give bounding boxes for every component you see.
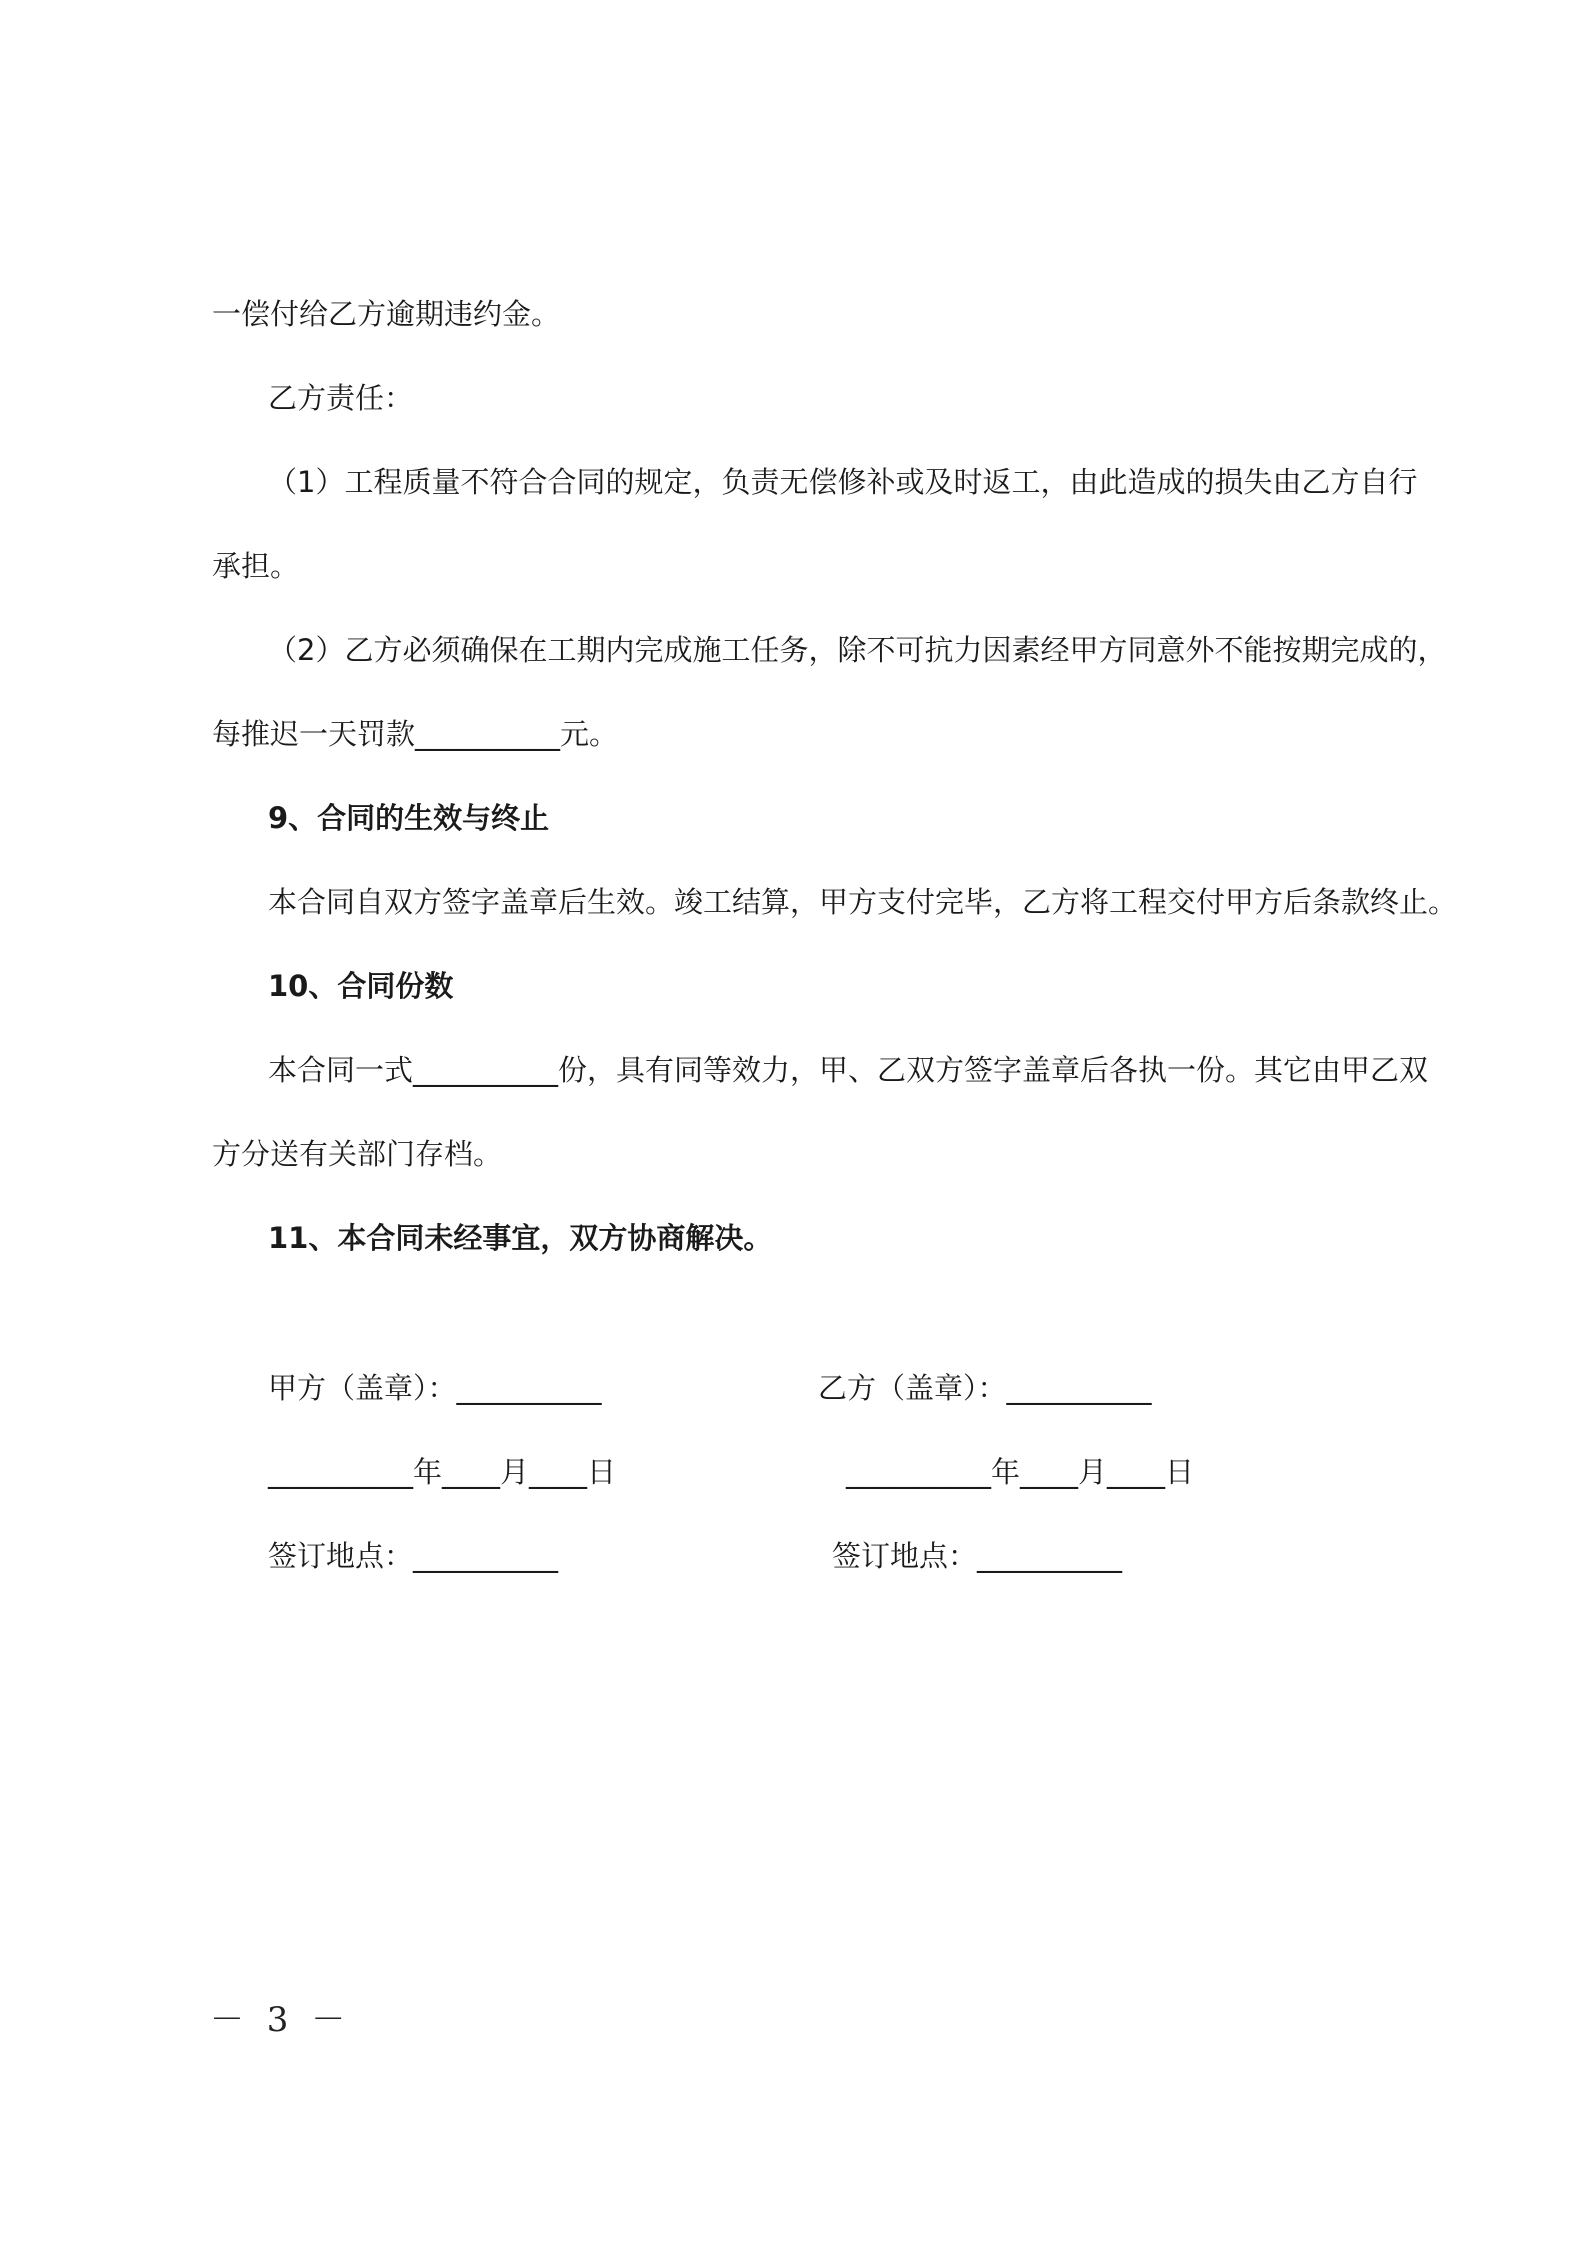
- section-9-body: 本合同自双方签字盖章后生效。竣工结算，甲方支付完毕，乙方将工程交付甲方后条款终止。: [268, 885, 1458, 919]
- section-10-continuation: 方分送有关部门存档。: [212, 1137, 503, 1171]
- section-9-heading: 9、合同的生效与终止: [268, 801, 550, 835]
- party-a-seal-field: 甲方（盖章）：__________: [268, 1371, 602, 1405]
- section-11-heading: 11、本合同未经事宜，双方协商解决。: [268, 1221, 773, 1255]
- party-a-date-field: __________年____月____日: [268, 1455, 617, 1489]
- clause-2-schedule: （2）乙方必须确保在工期内完成施工任务，除不可抗力因素经甲方同意外不能按期完成的，: [268, 633, 1447, 667]
- party-b-responsibility-heading: 乙方责任：: [268, 381, 414, 415]
- clause-2-continuation: 每推迟一天罚款__________元。: [212, 717, 619, 751]
- page-number: － 3 －: [210, 2000, 352, 2040]
- section-10-body: 本合同一式__________份，具有同等效力，甲、乙双方签字盖章后各执一份。其它由甲乙双: [268, 1053, 1429, 1087]
- party-b-seal-field: 乙方（盖章）：__________: [818, 1371, 1152, 1405]
- clause-1-quality: （1）工程质量不符合合同的规定，负责无偿修补或及时返工，由此造成的损失由乙方自行: [268, 465, 1418, 499]
- party-a-signing-place: 签订地点：__________: [268, 1539, 559, 1573]
- party-b-date-field: __________年____月____日: [846, 1455, 1195, 1489]
- paragraph-overdue-penalty: 一偿付给乙方逾期违约金。: [212, 297, 561, 331]
- party-b-signing-place: 签订地点：__________: [832, 1539, 1123, 1573]
- clause-1-continuation: 承担。: [212, 549, 300, 583]
- section-10-heading: 10、合同份数: [268, 969, 454, 1003]
